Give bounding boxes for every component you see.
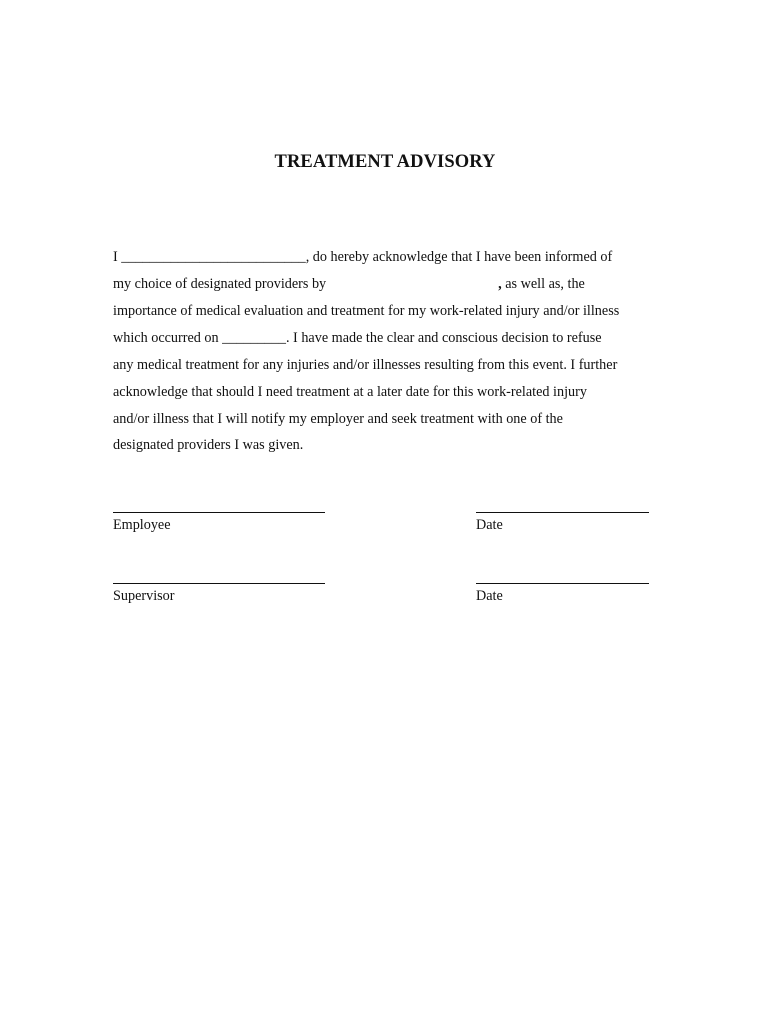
body-line-2-text: my choice of designated providers by [113, 276, 327, 292]
body-line-1: I __________________________, do hereby acknowledge that I have been informed of [113, 249, 613, 265]
body-line-4: which occurred on _________. I have made the clear and conscious decision to refuse [113, 330, 602, 346]
body-line-8: designated providers I was given. [113, 437, 304, 453]
body-line-3: importance of medical evaluation and treatment for my work-related injury and/or illness [113, 303, 620, 319]
employee-label: Employee [113, 517, 171, 533]
body-line-2-comma: , [498, 276, 502, 292]
body-line-6: acknowledge that should I need treatment at a later date for this work-related injury [113, 384, 587, 400]
supervisor-signature-line[interactable] [113, 583, 325, 584]
supervisor-date-label: Date [476, 588, 503, 604]
supervisor-label: Supervisor [113, 588, 175, 604]
document-title: TREATMENT ADVISORY [274, 152, 496, 172]
body-line-2 [113, 275, 585, 293]
employee-date-label: Date [476, 517, 503, 533]
supervisor-date-line[interactable] [476, 583, 649, 584]
body-line-5: any medical treatment for any injuries and/or illnesses resulting from this event. I further [113, 357, 618, 373]
body-line-2-tail: as well as, the [501, 276, 585, 292]
employee-signature-line[interactable] [113, 512, 325, 513]
employee-date-line[interactable] [476, 512, 649, 513]
body-line-7: and/or illness that I will notify my employer and seek treatment with one of the [113, 411, 563, 427]
